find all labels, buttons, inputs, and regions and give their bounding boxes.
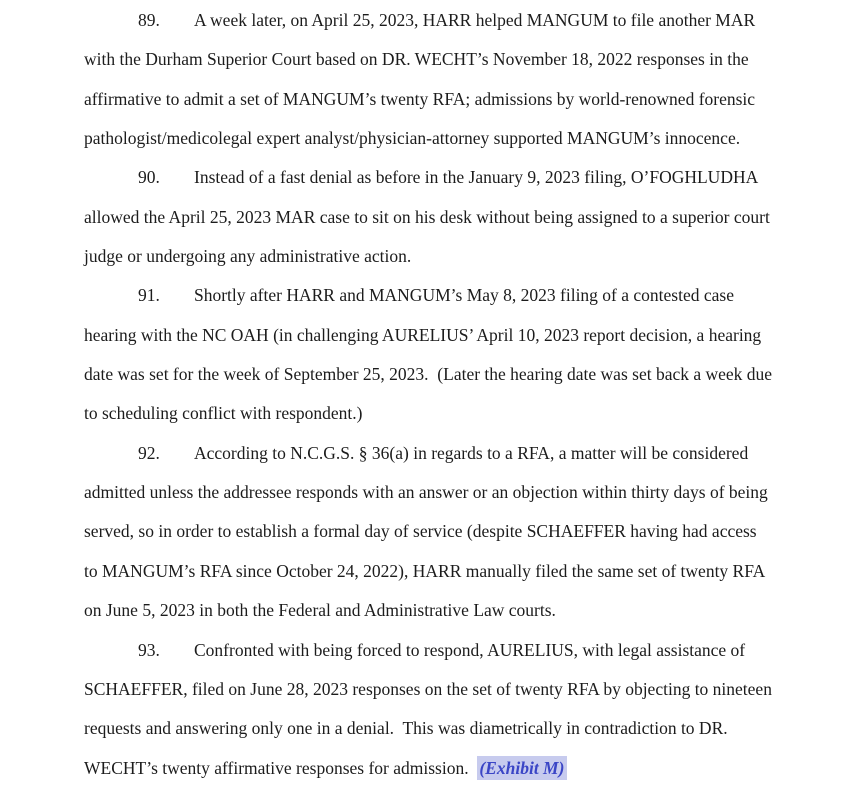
paragraph-89 xyxy=(84,1,774,158)
paragraph-91 xyxy=(84,276,777,433)
paragraph-90 xyxy=(84,158,774,276)
paragraph-89-text: A week later, on April 25, 2023, HARR helped MANGUM to file another MAR with the Durham Superior Court based on DR. WECHT’s November 18, 2022 responses in the affirmative to admit a set of MANGUM’s twenty RFA; admissions by world-renowned forensic pathologist/medicolegal expert analyst/physician-attorney supported MANGUM’s innocence. xyxy=(84,10,760,149)
paragraph-91-text: Shortly after HARR and MANGUM’s May 8, 2023 filing of a contested case hearing with the NC OAH (in challenging AURELIUS’ April 10, 2023 report decision, a hearing date was set for the week of September 25, 2023. (Later the hearing date was set back a week due to scheduling conflict with respondent.) xyxy=(84,285,777,424)
paragraph-93-text: Confronted with being forced to respond, AURELIUS, with legal assistance of SCHAEFFER, filed on June 28, 2023 responses on the set of twenty RFA by objecting to nineteen requests and answering only one in a denial. This was diametrically in contradiction to DR. WECHT’s twenty affirmative responses for admission. xyxy=(84,639,777,778)
paragraph-92-text: According to N.C.G.S. § 36(a) in regards to a RFA, a matter will be considered admitted unless the addressee responds with an answer or an objection within thirty days of being served, so in order to establish a formal day of service (despite SCHAEFFER having had access to MANGUM’s RFA since October 24, 2022), HARR manually filed the same set of twenty RFA on June 5, 2023 in both the Federal and Administrative Law courts. xyxy=(84,442,773,621)
exhibit-m-link[interactable]: (Exhibit M) xyxy=(477,756,567,780)
paragraph-89-number: 89. xyxy=(138,10,160,30)
paragraph-91-number: 91. xyxy=(138,285,160,306)
paragraph-90-text: Instead of a fast denial as before in the January 9, 2023 filing, O’FOGHLUDHA allowed the April 25, 2023 MAR case to sit on his desk without being assigned to a superior court judge or undergoing any administrative action. xyxy=(84,167,775,267)
paragraph-92-number: 92. xyxy=(138,442,160,463)
paragraph-93-number: 93. xyxy=(138,639,160,660)
paragraph-93 xyxy=(84,631,777,788)
paragraph-90-number: 90. xyxy=(138,167,160,188)
paragraph-92 xyxy=(84,434,774,631)
